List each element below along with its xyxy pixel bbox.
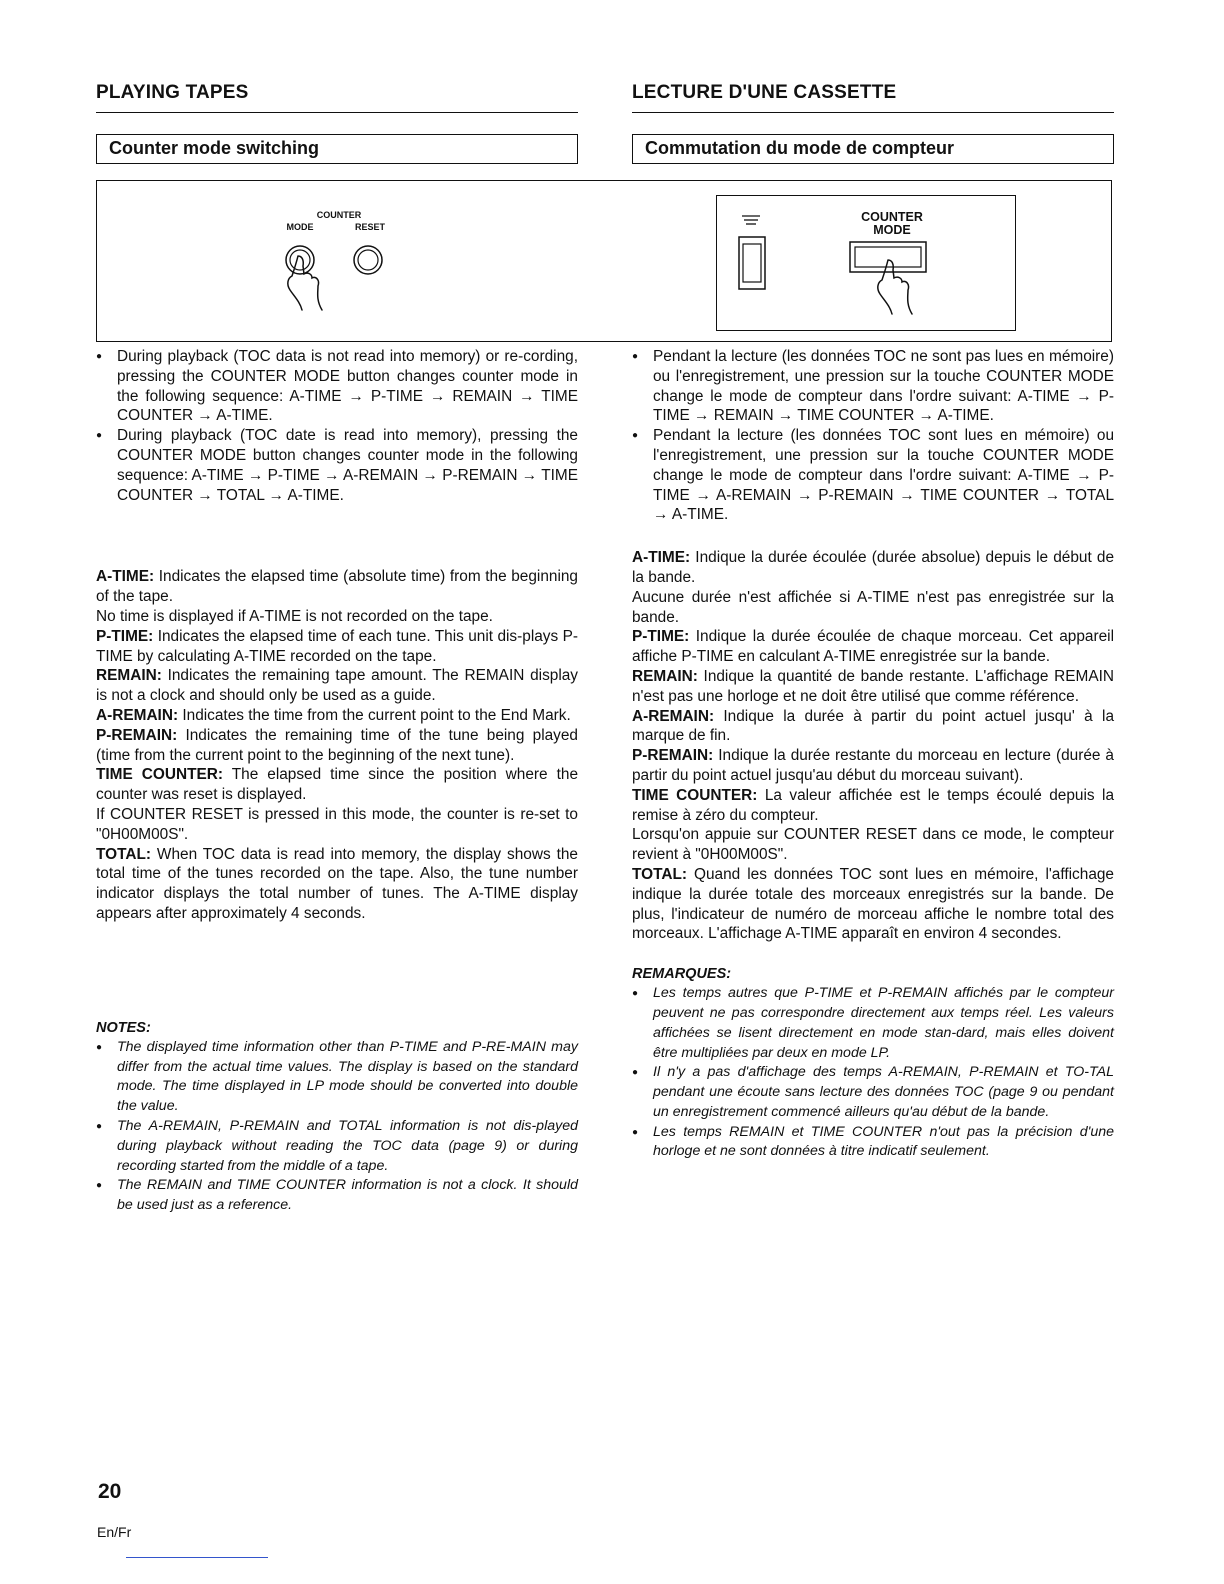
term: A-TIME: [632,549,691,567]
def-remain [632,667,1114,707]
language-code: En/Fr [97,1524,132,1540]
note-item: ● The displayed time information other than P-TIME and P-RE-MAIN may differ from the actual time values. The display is based on the standard mode. The time displayed in LP mode should be converted into double the value. [96,1038,578,1117]
definitions-en [96,567,578,923]
notes-list-fr [632,984,1114,1162]
notes-title-fr: REMARQUES: [632,966,732,983]
def-atime-note: Aucune durée n'est affichée si A-TIME n'est pas enregistrée sur la bande. [632,588,1114,626]
bullet-item: ● Pendant la lecture (les données TOC ne sont pas lues en mémoire) ou l'enregistrement, une pression sur la touche COUNTER MODE change le mode de compteur dans l'ordre suivant: A-TIME → P-TIME → REMAIN → TIME COUNTER → A-TIME. [632,347,1114,426]
definitions-fr [632,548,1114,944]
french-column [632,82,1114,1162]
bullet-item: ● During playback (TOC date is read into memory), pressing the COUNTER MODE button changes counter mode in the following sequence: A-TIME → P-TIME → A-REMAIN → P-REMAIN → TIME COUNTER → TOTAL → A-TIME. [96,426,578,505]
def-remain [96,666,578,706]
def-timecounter-note: Lorsqu'on appuie sur COUNTER RESET dans ce mode, le compteur revient à "0H00M00S". [632,826,1114,864]
term: REMAIN: [96,667,162,685]
term: TOTAL: [96,845,151,863]
fig-mode-label: MODE [286,222,314,232]
term: REMAIN: [632,667,698,685]
term: A-REMAIN: [632,707,715,725]
term: A-TIME: [96,568,155,586]
def-atime-note: No time is displayed if A-TIME is not recorded on the tape. [96,607,493,625]
def-timecounter [632,786,1114,826]
fig-fr-mode-label: MODE [873,223,911,237]
def-premain [96,726,578,766]
def-premain [632,746,1114,786]
def-total [632,865,1114,944]
def-text: Indicates the time from the current point to the End Mark. [178,706,571,724]
page-number: 20 [98,1480,122,1503]
term: P-TIME: [96,627,154,645]
def-aremain [632,707,1114,747]
def-text: Indicates the elapsed time of each tune. This unit dis-plays P-TIME by calculating A-TIME recorded on the tape. [96,627,578,665]
def-atime [632,548,1114,588]
fig-reset-label: RESET [354,222,385,232]
def-text: Indique la quantité de bande restante. L'affichage REMAIN n'est pas une horloge et ne doit être utilisé que comme référence. [632,667,1114,705]
note-item: ● The A-REMAIN, P-REMAIN and TOTAL information is not dis-played during playback without reading the TOC data (page 9) or during recording started from the middle of a tape. [96,1117,578,1176]
term: TOTAL: [632,865,687,883]
term: A-REMAIN: [96,706,179,724]
def-timecounter-note: If COUNTER RESET is pressed in this mode, the counter is re-set to "0H00M00S". [96,805,578,843]
term: TIME COUNTER: [632,786,758,804]
def-text: Indique la durée écoulée (durée absolue) depuis le début de la bande. [632,549,1114,586]
def-atime [96,567,578,607]
notes-fr [632,966,1114,1162]
def-ptime [96,627,578,667]
def-text: When TOC data is read into memory, the display shows the total time of the tunes recorded on the tape. Also, the tune number indicator displays the total number of tunes. The A-TIME display appears after approximately 4 seconds. [96,845,578,922]
def-ptime [632,627,1114,667]
section-title-en: PLAYING TAPES [96,82,578,113]
section-title-fr: LECTURE D'UNE CASSETTE [632,82,1114,113]
notes-en [96,1020,578,1216]
english-column [96,82,578,1216]
bullet-item: ● Pendant la lecture (les données TOC sont lues en mémoire) ou l'enregistrement, une pression sur la touche COUNTER MODE change le mode de compteur dans l'ordre suivant: A-TIME → P-TIME → A-REMAIN → P-REMAIN → TIME COUNTER → TOTAL → A-TIME. [632,426,1114,525]
fig-counter-label: COUNTER [316,210,362,220]
def-text: Indique la durée restante du morceau en lecture (durée à partir du point actuel jusqu'au début du morceau suivant). [632,747,1114,784]
note-item: ● Les temps autres que P-TIME et P-REMAIN affichés par le compteur peuvent ne pas correspondre directement aux temps réel. Les valeurs affichées se lisent directement en mode stan-dard, mais elles doivent être multipliées par deux en mode LP. [632,984,1114,1063]
note-item: ● Il n'y a pas d'affichage des temps A-REMAIN, P-REMAIN et TO-TAL pendant une écoute sans lecture des données TOC (page 9 ou pendant un enregistrement commencé ailleurs qu'au début de la bande. [632,1063,1114,1122]
bullet-list-en [96,347,578,505]
def-text: Indique la durée écoulée de chaque morceau. Cet appareil affiche P-TIME en calculant A-TIME enregistrée sur la bande. [632,628,1114,666]
def-text: The elapsed time since the position where the counter was reset is displayed. [96,766,578,804]
def-text: Quand les données TOC sont lues en mémoire, l'affichage indique la durée totale des morceaux enregistrés sur la bande. De plus, l'indicateur de numéro de morceau affiche le nombre total des morceaux. L'affichage A-TIME apparaît en environ 4 secondes. [632,865,1114,943]
term: P-TIME: [632,628,690,646]
term: TIME COUNTER: [96,766,223,784]
term: P-REMAIN: [96,726,178,744]
def-total [96,845,578,924]
def-text: Indicates the remaining time of the tune being played (time from the current point to the beginning of the next tune). [96,726,578,764]
notes-title-en: NOTES: [96,1019,151,1036]
footer-rule [126,1557,268,1558]
def-timecounter [96,765,578,805]
bullet-item: ● During playback (TOC data is not read into memory) or re-cording, pressing the COUNTER MODE button changes counter mode in the following sequence: A-TIME → P-TIME → REMAIN → TIME COUNTER → A-TIME. [96,347,578,426]
note-item: ● Les temps REMAIN et TIME COUNTER n'out pas la précision d'une horloge et ne sont données à titre indicatif seulement. [632,1123,1114,1163]
subsection-title-fr: Commutation du mode de compteur [632,134,1114,164]
def-text: Indicates the remaining tape amount. The REMAIN display is not a clock and should only be used as a guide. [96,667,578,705]
term: P-REMAIN: [632,747,714,765]
def-aremain [96,706,578,726]
note-item: ● The REMAIN and TIME COUNTER information is not a clock. It should be used just as a reference. [96,1176,578,1216]
def-text: Indique la durée à partir du point actuel jusqu' à la marque de fin. [632,707,1114,745]
def-text: Indicates the elapsed time (absolute time) from the beginning of the tape. [96,568,578,606]
subsection-title-en: Counter mode switching [96,134,578,164]
bullet-list-fr [632,347,1114,525]
def-text: La valeur affichée est le temps écoulé depuis la remise à zéro du compteur. [632,786,1114,824]
notes-list-en [96,1038,578,1216]
fig-fr-counter-label: COUNTER [861,210,923,224]
